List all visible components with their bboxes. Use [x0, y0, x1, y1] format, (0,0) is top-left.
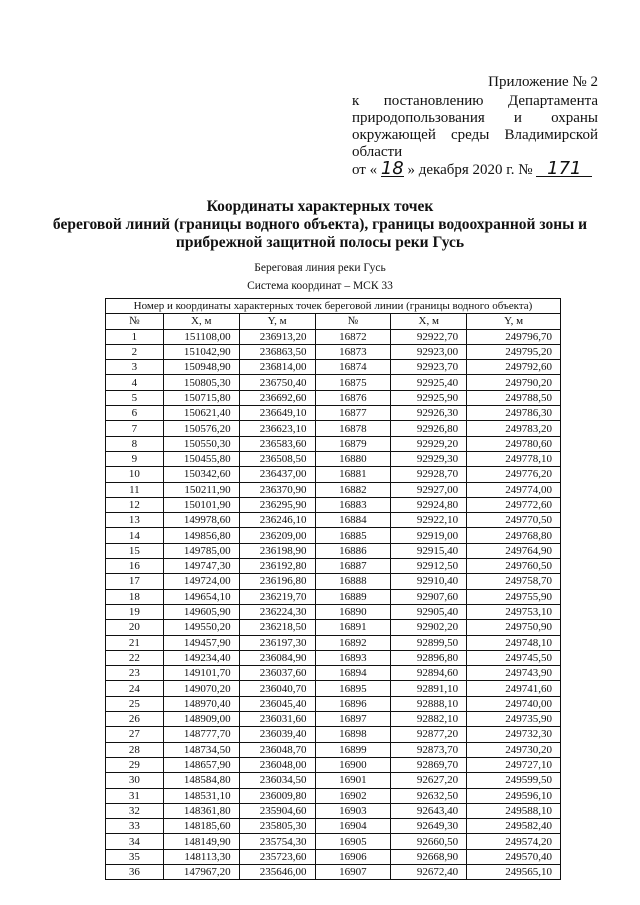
point-number-cell: 11: [106, 482, 164, 497]
column-header: X, м: [163, 314, 239, 329]
y-coordinate-cell: 236583,60: [239, 436, 315, 451]
point-number-cell: 16904: [315, 819, 391, 834]
table-row: [106, 528, 561, 543]
y-coordinate-cell: 249760,50: [467, 559, 561, 574]
x-coordinate-cell: 92869,70: [391, 757, 467, 772]
date-prefix: от «: [352, 162, 378, 178]
appendix-line-4: области: [352, 144, 403, 160]
x-coordinate-cell: 149101,70: [163, 666, 239, 681]
table-row: [106, 864, 561, 879]
y-coordinate-cell: 235723,60: [239, 849, 315, 864]
x-coordinate-cell: 92926,30: [391, 406, 467, 421]
x-coordinate-cell: 92902,20: [391, 620, 467, 635]
x-coordinate-cell: 92929,20: [391, 436, 467, 451]
table-row: [106, 360, 561, 375]
table-header-row: [106, 314, 561, 329]
point-number-cell: 16879: [315, 436, 391, 451]
point-number-cell: 35: [106, 849, 164, 864]
point-number-cell: 16878: [315, 421, 391, 436]
point-number-cell: 12: [106, 497, 164, 512]
x-coordinate-cell: 92925,40: [391, 375, 467, 390]
point-number-cell: 14: [106, 528, 164, 543]
y-coordinate-cell: 249748,10: [467, 635, 561, 650]
shoreline-subtitle: Береговая линия реки Гусь: [254, 262, 386, 274]
point-number-cell: 16907: [315, 864, 391, 879]
x-coordinate-cell: 92672,40: [391, 864, 467, 879]
y-coordinate-cell: 249758,70: [467, 574, 561, 589]
x-coordinate-cell: 150101,90: [163, 497, 239, 512]
x-coordinate-cell: 150805,30: [163, 375, 239, 390]
point-number-cell: 17: [106, 574, 164, 589]
table-row: [106, 574, 561, 589]
x-coordinate-cell: 92899,50: [391, 635, 467, 650]
table-row: [106, 650, 561, 665]
y-coordinate-cell: 249753,10: [467, 604, 561, 619]
point-number-cell: 33: [106, 819, 164, 834]
table-row: [106, 803, 561, 818]
appendix-block: [352, 74, 598, 179]
point-number-cell: 16889: [315, 589, 391, 604]
point-number-cell: 16900: [315, 757, 391, 772]
y-coordinate-cell: 249745,50: [467, 650, 561, 665]
x-coordinate-cell: 149550,20: [163, 620, 239, 635]
y-coordinate-cell: 236224,30: [239, 604, 315, 619]
heading-line-3: прибрежной защитной полосы реки Гусь: [175, 234, 465, 251]
x-coordinate-cell: 92924,80: [391, 497, 467, 512]
table-row: [106, 406, 561, 421]
point-number-cell: 16888: [315, 574, 391, 589]
point-number-cell: 6: [106, 406, 164, 421]
y-coordinate-cell: 249790,20: [467, 375, 561, 390]
point-number-cell: 16882: [315, 482, 391, 497]
y-coordinate-cell: 235646,00: [239, 864, 315, 879]
date-suffix: » декабря 2020 г. №: [407, 162, 533, 178]
x-coordinate-cell: 150550,30: [163, 436, 239, 451]
x-coordinate-cell: 149605,90: [163, 604, 239, 619]
coordinates-table: [105, 298, 561, 880]
y-coordinate-cell: 236034,50: [239, 773, 315, 788]
point-number-cell: 10: [106, 467, 164, 482]
x-coordinate-cell: 148531,10: [163, 788, 239, 803]
point-number-cell: 23: [106, 666, 164, 681]
y-coordinate-cell: 249774,00: [467, 482, 561, 497]
point-number-cell: 29: [106, 757, 164, 772]
point-number-cell: 16876: [315, 390, 391, 405]
y-coordinate-cell: 249740,00: [467, 696, 561, 711]
point-number-cell: 31: [106, 788, 164, 803]
y-coordinate-cell: 236039,40: [239, 727, 315, 742]
point-number-cell: 22: [106, 650, 164, 665]
table-row: [106, 681, 561, 696]
point-number-cell: 16: [106, 559, 164, 574]
point-number-cell: 2: [106, 344, 164, 359]
x-coordinate-cell: 92877,20: [391, 727, 467, 742]
y-coordinate-cell: 249750,90: [467, 620, 561, 635]
point-number-cell: 16893: [315, 650, 391, 665]
point-number-cell: 15: [106, 543, 164, 558]
x-coordinate-cell: 147967,20: [163, 864, 239, 879]
table-row: [106, 742, 561, 757]
point-number-cell: 32: [106, 803, 164, 818]
x-coordinate-cell: 148113,30: [163, 849, 239, 864]
x-coordinate-cell: 92660,50: [391, 834, 467, 849]
x-coordinate-cell: 149070,20: [163, 681, 239, 696]
y-coordinate-cell: 249778,10: [467, 451, 561, 466]
point-number-cell: 16897: [315, 712, 391, 727]
x-coordinate-cell: 148734,50: [163, 742, 239, 757]
x-coordinate-cell: 92912,50: [391, 559, 467, 574]
table-row: [106, 344, 561, 359]
y-coordinate-cell: 249565,10: [467, 864, 561, 879]
table-row: [106, 604, 561, 619]
column-header: Y, м: [467, 314, 561, 329]
x-coordinate-cell: 92888,10: [391, 696, 467, 711]
y-coordinate-cell: 249783,20: [467, 421, 561, 436]
y-coordinate-cell: 235754,30: [239, 834, 315, 849]
x-coordinate-cell: 149654,10: [163, 589, 239, 604]
y-coordinate-cell: 249570,40: [467, 849, 561, 864]
point-number-cell: 21: [106, 635, 164, 650]
column-header: Y, м: [239, 314, 315, 329]
y-coordinate-cell: 236437,00: [239, 467, 315, 482]
y-coordinate-cell: 249582,40: [467, 819, 561, 834]
y-coordinate-cell: 236814,00: [239, 360, 315, 375]
appendix-date-line: [352, 158, 598, 179]
point-number-cell: 16901: [315, 773, 391, 788]
table-row: [106, 467, 561, 482]
table-row: [106, 451, 561, 466]
x-coordinate-cell: 92927,00: [391, 482, 467, 497]
table-row: [106, 482, 561, 497]
y-coordinate-cell: 249795,20: [467, 344, 561, 359]
y-coordinate-cell: 236009,80: [239, 788, 315, 803]
table-row: [106, 727, 561, 742]
x-coordinate-cell: 92643,40: [391, 803, 467, 818]
table-row: [106, 436, 561, 451]
y-coordinate-cell: 249741,60: [467, 681, 561, 696]
x-coordinate-cell: 92882,10: [391, 712, 467, 727]
x-coordinate-cell: 92928,70: [391, 467, 467, 482]
point-number-cell: 20: [106, 620, 164, 635]
heading-line-1: Координаты характерных точек: [206, 198, 434, 215]
table-row: [106, 421, 561, 436]
x-coordinate-cell: 149457,90: [163, 635, 239, 650]
heading-line-2: береговой линий (границы водного объекта), границы водоохранной зоны и: [52, 216, 588, 233]
y-coordinate-cell: 236508,50: [239, 451, 315, 466]
x-coordinate-cell: 150715,80: [163, 390, 239, 405]
document-number-handwritten: 171: [536, 161, 592, 177]
y-coordinate-cell: 249596,10: [467, 788, 561, 803]
table-caption: Номер и координаты характерных точек береговой линии (границы водного объекта): [106, 299, 561, 314]
y-coordinate-cell: 236192,80: [239, 559, 315, 574]
y-coordinate-cell: 249780,60: [467, 436, 561, 451]
point-number-cell: 28: [106, 742, 164, 757]
table-row: [106, 543, 561, 558]
point-number-cell: 1: [106, 329, 164, 344]
x-coordinate-cell: 92923,00: [391, 344, 467, 359]
table-row: [106, 620, 561, 635]
x-coordinate-cell: 92929,30: [391, 451, 467, 466]
x-coordinate-cell: 92919,00: [391, 528, 467, 543]
x-coordinate-cell: 92627,20: [391, 773, 467, 788]
y-coordinate-cell: 236037,60: [239, 666, 315, 681]
y-coordinate-cell: 236692,60: [239, 390, 315, 405]
x-coordinate-cell: 92891,10: [391, 681, 467, 696]
x-coordinate-cell: 148584,80: [163, 773, 239, 788]
x-coordinate-cell: 151108,00: [163, 329, 239, 344]
point-number-cell: 13: [106, 513, 164, 528]
table-row: [106, 712, 561, 727]
y-coordinate-cell: 249796,70: [467, 329, 561, 344]
y-coordinate-cell: 236198,90: [239, 543, 315, 558]
y-coordinate-cell: 249755,90: [467, 589, 561, 604]
y-coordinate-cell: 249730,20: [467, 742, 561, 757]
point-number-cell: 16885: [315, 528, 391, 543]
x-coordinate-cell: 92668,90: [391, 849, 467, 864]
y-coordinate-cell: 249768,80: [467, 528, 561, 543]
y-coordinate-cell: 249792,60: [467, 360, 561, 375]
x-coordinate-cell: 151042,90: [163, 344, 239, 359]
x-coordinate-cell: 92910,40: [391, 574, 467, 589]
y-coordinate-cell: 249732,30: [467, 727, 561, 742]
point-number-cell: 16903: [315, 803, 391, 818]
coordinate-system-label: Система координат – МСК 33: [247, 280, 393, 292]
table-row: [106, 757, 561, 772]
point-number-cell: 19: [106, 604, 164, 619]
x-coordinate-cell: 150211,90: [163, 482, 239, 497]
x-coordinate-cell: 92915,40: [391, 543, 467, 558]
y-coordinate-cell: 236623,10: [239, 421, 315, 436]
y-coordinate-cell: 236045,40: [239, 696, 315, 711]
x-coordinate-cell: 148657,90: [163, 757, 239, 772]
x-coordinate-cell: 92922,70: [391, 329, 467, 344]
table-row: [106, 773, 561, 788]
point-number-cell: 16874: [315, 360, 391, 375]
x-coordinate-cell: 148185,60: [163, 819, 239, 834]
y-coordinate-cell: 236048,00: [239, 757, 315, 772]
y-coordinate-cell: 249735,90: [467, 712, 561, 727]
y-coordinate-cell: 236649,10: [239, 406, 315, 421]
point-number-cell: 16887: [315, 559, 391, 574]
y-coordinate-cell: 236209,00: [239, 528, 315, 543]
date-day-handwritten: 18: [380, 158, 404, 179]
x-coordinate-cell: 149856,80: [163, 528, 239, 543]
table-row: [106, 375, 561, 390]
x-coordinate-cell: 149785,00: [163, 543, 239, 558]
point-number-cell: 16883: [315, 497, 391, 512]
table-row: [106, 589, 561, 604]
point-number-cell: 30: [106, 773, 164, 788]
point-number-cell: 34: [106, 834, 164, 849]
y-coordinate-cell: 236863,50: [239, 344, 315, 359]
x-coordinate-cell: 149234,40: [163, 650, 239, 665]
x-coordinate-cell: 148149,90: [163, 834, 239, 849]
table-row: [106, 497, 561, 512]
y-coordinate-cell: 236913,20: [239, 329, 315, 344]
y-coordinate-cell: 236197,30: [239, 635, 315, 650]
point-number-cell: 4: [106, 375, 164, 390]
point-number-cell: 3: [106, 360, 164, 375]
table-row: [106, 834, 561, 849]
point-number-cell: 26: [106, 712, 164, 727]
y-coordinate-cell: 236246,10: [239, 513, 315, 528]
appendix-line-3: окружающей среды Владимирской: [352, 127, 598, 143]
table-row: [106, 696, 561, 711]
y-coordinate-cell: 249764,90: [467, 543, 561, 558]
appendix-line-1: к постановлению Департамента: [352, 93, 598, 109]
appendix-title: Приложение № 2: [488, 74, 598, 90]
x-coordinate-cell: 92907,60: [391, 589, 467, 604]
document-heading: [40, 198, 600, 252]
table-row: [106, 513, 561, 528]
point-number-cell: 16880: [315, 451, 391, 466]
point-number-cell: 27: [106, 727, 164, 742]
point-number-cell: 16884: [315, 513, 391, 528]
column-header: №: [315, 314, 391, 329]
point-number-cell: 25: [106, 696, 164, 711]
table-row: [106, 559, 561, 574]
y-coordinate-cell: 236370,90: [239, 482, 315, 497]
y-coordinate-cell: 249786,30: [467, 406, 561, 421]
x-coordinate-cell: 150342,60: [163, 467, 239, 482]
x-coordinate-cell: 148970,40: [163, 696, 239, 711]
column-header: X, м: [391, 314, 467, 329]
x-coordinate-cell: 150948,90: [163, 360, 239, 375]
y-coordinate-cell: 236084,90: [239, 650, 315, 665]
x-coordinate-cell: 148361,80: [163, 803, 239, 818]
table-row: [106, 390, 561, 405]
y-coordinate-cell: 235805,30: [239, 819, 315, 834]
table-row: [106, 666, 561, 681]
y-coordinate-cell: 249776,20: [467, 467, 561, 482]
point-number-cell: 16872: [315, 329, 391, 344]
table-row: [106, 788, 561, 803]
point-number-cell: 8: [106, 436, 164, 451]
y-coordinate-cell: 236750,40: [239, 375, 315, 390]
x-coordinate-cell: 92923,70: [391, 360, 467, 375]
y-coordinate-cell: 236031,60: [239, 712, 315, 727]
y-coordinate-cell: 249599,50: [467, 773, 561, 788]
point-number-cell: 18: [106, 589, 164, 604]
point-number-cell: 16886: [315, 543, 391, 558]
x-coordinate-cell: 149724,00: [163, 574, 239, 589]
y-coordinate-cell: 249743,90: [467, 666, 561, 681]
x-coordinate-cell: 92896,80: [391, 650, 467, 665]
y-coordinate-cell: 249574,20: [467, 834, 561, 849]
y-coordinate-cell: 235904,60: [239, 803, 315, 818]
point-number-cell: 16898: [315, 727, 391, 742]
point-number-cell: 16905: [315, 834, 391, 849]
point-number-cell: 16890: [315, 604, 391, 619]
x-coordinate-cell: 92925,90: [391, 390, 467, 405]
y-coordinate-cell: 236295,90: [239, 497, 315, 512]
y-coordinate-cell: 236218,50: [239, 620, 315, 635]
point-number-cell: 7: [106, 421, 164, 436]
x-coordinate-cell: 92905,40: [391, 604, 467, 619]
point-number-cell: 9: [106, 451, 164, 466]
point-number-cell: 16902: [315, 788, 391, 803]
point-number-cell: 16891: [315, 620, 391, 635]
x-coordinate-cell: 150455,80: [163, 451, 239, 466]
table-row: [106, 819, 561, 834]
column-header: №: [106, 314, 164, 329]
table-body: [106, 329, 561, 880]
point-number-cell: 36: [106, 864, 164, 879]
y-coordinate-cell: 249788,50: [467, 390, 561, 405]
x-coordinate-cell: 150576,20: [163, 421, 239, 436]
point-number-cell: 16877: [315, 406, 391, 421]
x-coordinate-cell: 92926,80: [391, 421, 467, 436]
x-coordinate-cell: 92922,10: [391, 513, 467, 528]
point-number-cell: 16896: [315, 696, 391, 711]
point-number-cell: 16892: [315, 635, 391, 650]
y-coordinate-cell: 236040,70: [239, 681, 315, 696]
point-number-cell: 16899: [315, 742, 391, 757]
point-number-cell: 16881: [315, 467, 391, 482]
table-row: [106, 849, 561, 864]
point-number-cell: 24: [106, 681, 164, 696]
y-coordinate-cell: 236048,70: [239, 742, 315, 757]
y-coordinate-cell: 236219,70: [239, 589, 315, 604]
table-row: [106, 635, 561, 650]
point-number-cell: 16906: [315, 849, 391, 864]
table-row: [106, 329, 561, 344]
point-number-cell: 5: [106, 390, 164, 405]
y-coordinate-cell: 249770,50: [467, 513, 561, 528]
point-number-cell: 16873: [315, 344, 391, 359]
x-coordinate-cell: 92894,60: [391, 666, 467, 681]
appendix-line-2: природопользования и охраны: [352, 110, 598, 126]
x-coordinate-cell: 149978,60: [163, 513, 239, 528]
x-coordinate-cell: 149747,30: [163, 559, 239, 574]
x-coordinate-cell: 148909,00: [163, 712, 239, 727]
point-number-cell: 16875: [315, 375, 391, 390]
x-coordinate-cell: 148777,70: [163, 727, 239, 742]
y-coordinate-cell: 236196,80: [239, 574, 315, 589]
x-coordinate-cell: 92649,30: [391, 819, 467, 834]
x-coordinate-cell: 92873,70: [391, 742, 467, 757]
point-number-cell: 16894: [315, 666, 391, 681]
point-number-cell: 16895: [315, 681, 391, 696]
y-coordinate-cell: 249727,10: [467, 757, 561, 772]
x-coordinate-cell: 150621,40: [163, 406, 239, 421]
x-coordinate-cell: 92632,50: [391, 788, 467, 803]
y-coordinate-cell: 249588,10: [467, 803, 561, 818]
y-coordinate-cell: 249772,60: [467, 497, 561, 512]
